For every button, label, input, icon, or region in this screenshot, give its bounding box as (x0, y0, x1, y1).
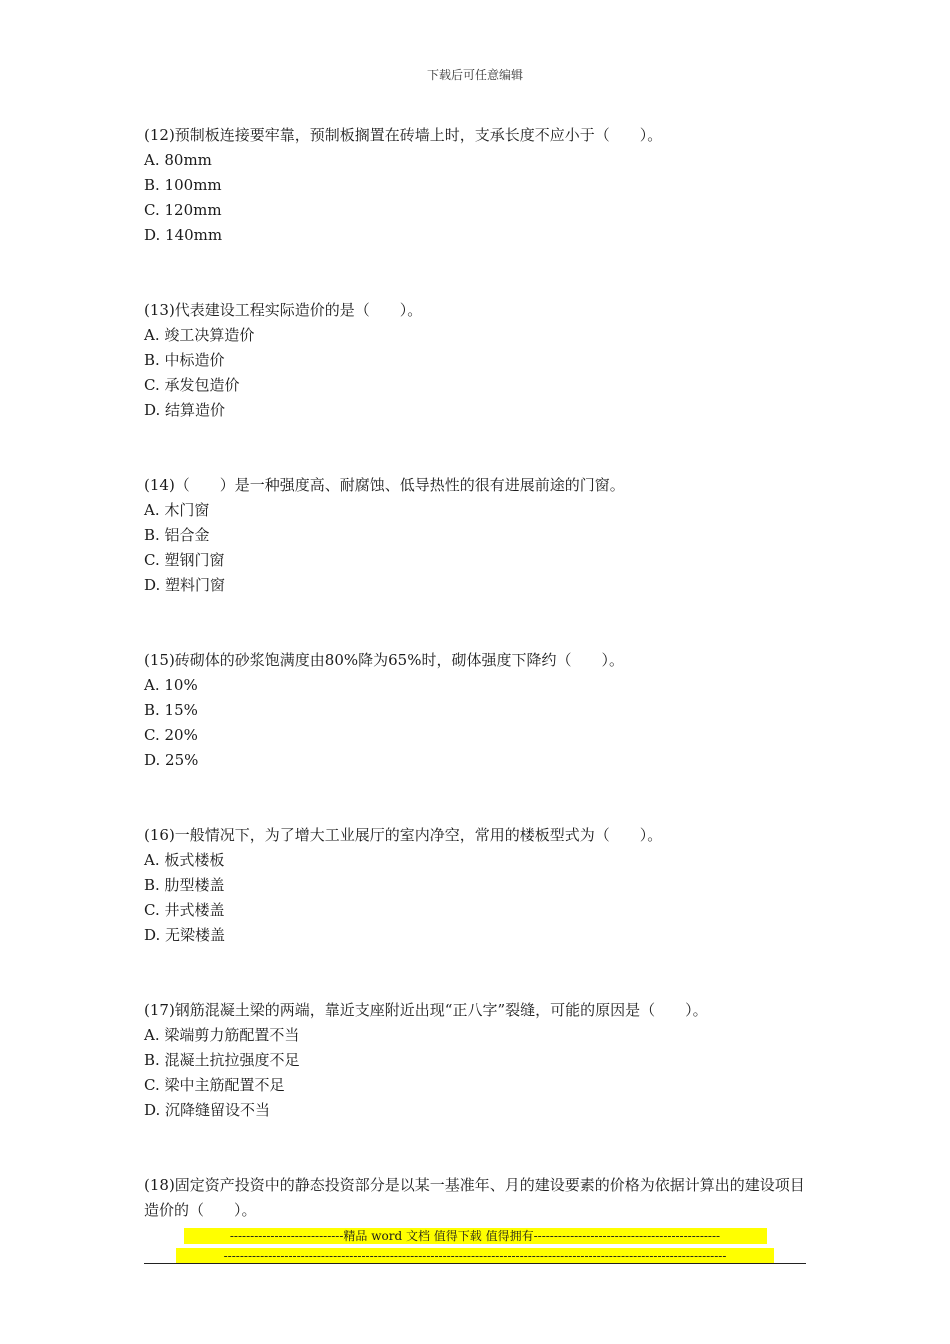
question-16 (144, 823, 808, 948)
question-14 (144, 473, 808, 598)
option-b: B. 中标造价 (144, 351, 225, 369)
option-a: A. 板式楼板 (144, 851, 225, 869)
option-b: B. 铝合金 (144, 526, 210, 544)
page-header: 下载后可任意编辑 (426, 68, 523, 82)
option-c: C. 20% (144, 726, 198, 744)
option-d: D. 塑料门窗 (144, 576, 226, 594)
question-text: (17)钢筋混凝土梁的两端，靠近支座附近出现“正八字”裂缝，可能的原因是（ ）。 (144, 1001, 708, 1019)
question-text: (14)（ ）是一种强度高、耐腐蚀、低导热性的很有进展前途的门窗。 (144, 476, 625, 494)
question-17 (144, 998, 808, 1123)
option-c: C. 120mm (144, 201, 222, 219)
question-13 (144, 298, 808, 423)
footer-banner-line-2: ---------------------------------------------------------------------------------------------------------------------------- (176, 1248, 774, 1264)
question-text: (12)预制板连接要牢靠，预制板搁置在砖墙上时，支承长度不应小于（ ）。 (144, 126, 663, 144)
option-b: B. 15% (144, 701, 198, 719)
option-a: A. 木门窗 (144, 501, 210, 519)
question-12 (144, 123, 808, 248)
footer-banner-line-1: ----------------------------精品 word 文档 值得下载 值得拥有---------------------------------------------- (184, 1228, 767, 1244)
question-text: (13)代表建设工程实际造价的是（ ）。 (144, 301, 423, 319)
option-d: D. 无梁楼盖 (144, 926, 226, 944)
option-a: A. 梁端剪力筋配置不当 (144, 1026, 300, 1044)
option-b: B. 肋型楼盖 (144, 876, 225, 894)
option-d: D. 140mm (144, 226, 223, 244)
option-d: D. 25% (144, 751, 199, 769)
option-c: C. 承发包造价 (144, 376, 240, 394)
option-c: C. 井式楼盖 (144, 901, 225, 919)
footer-divider (144, 1263, 806, 1264)
question-text: (15)砖砌体的砂浆饱满度由80%降为65%时，砌体强度下降约（ ）。 (144, 651, 624, 669)
option-b: B. 100mm (144, 176, 222, 194)
question-text: (16)一般情况下，为了增大工业展厅的室内净空，常用的楼板型式为（ ）。 (144, 826, 663, 844)
footer-banner (0, 1228, 950, 1268)
option-a: A. 10% (144, 676, 198, 694)
option-a: A. 竣工决算造价 (144, 326, 255, 344)
option-b: B. 混凝土抗拉强度不足 (144, 1051, 300, 1069)
question-18 (144, 1173, 808, 1223)
option-a: A. 80mm (144, 151, 212, 169)
question-15 (144, 648, 808, 773)
option-c: C. 塑钢门窗 (144, 551, 225, 569)
option-d: D. 结算造价 (144, 401, 226, 419)
document-body (144, 123, 808, 1273)
question-text: (18)固定资产投资中的静态投资部分是以某一基准年、月的建设要素的价格为依据计算出的建设项目造价的（ ）。 (144, 1176, 805, 1219)
option-c: C. 梁中主筋配置不足 (144, 1076, 285, 1094)
option-d: D. 沉降缝留设不当 (144, 1101, 271, 1119)
